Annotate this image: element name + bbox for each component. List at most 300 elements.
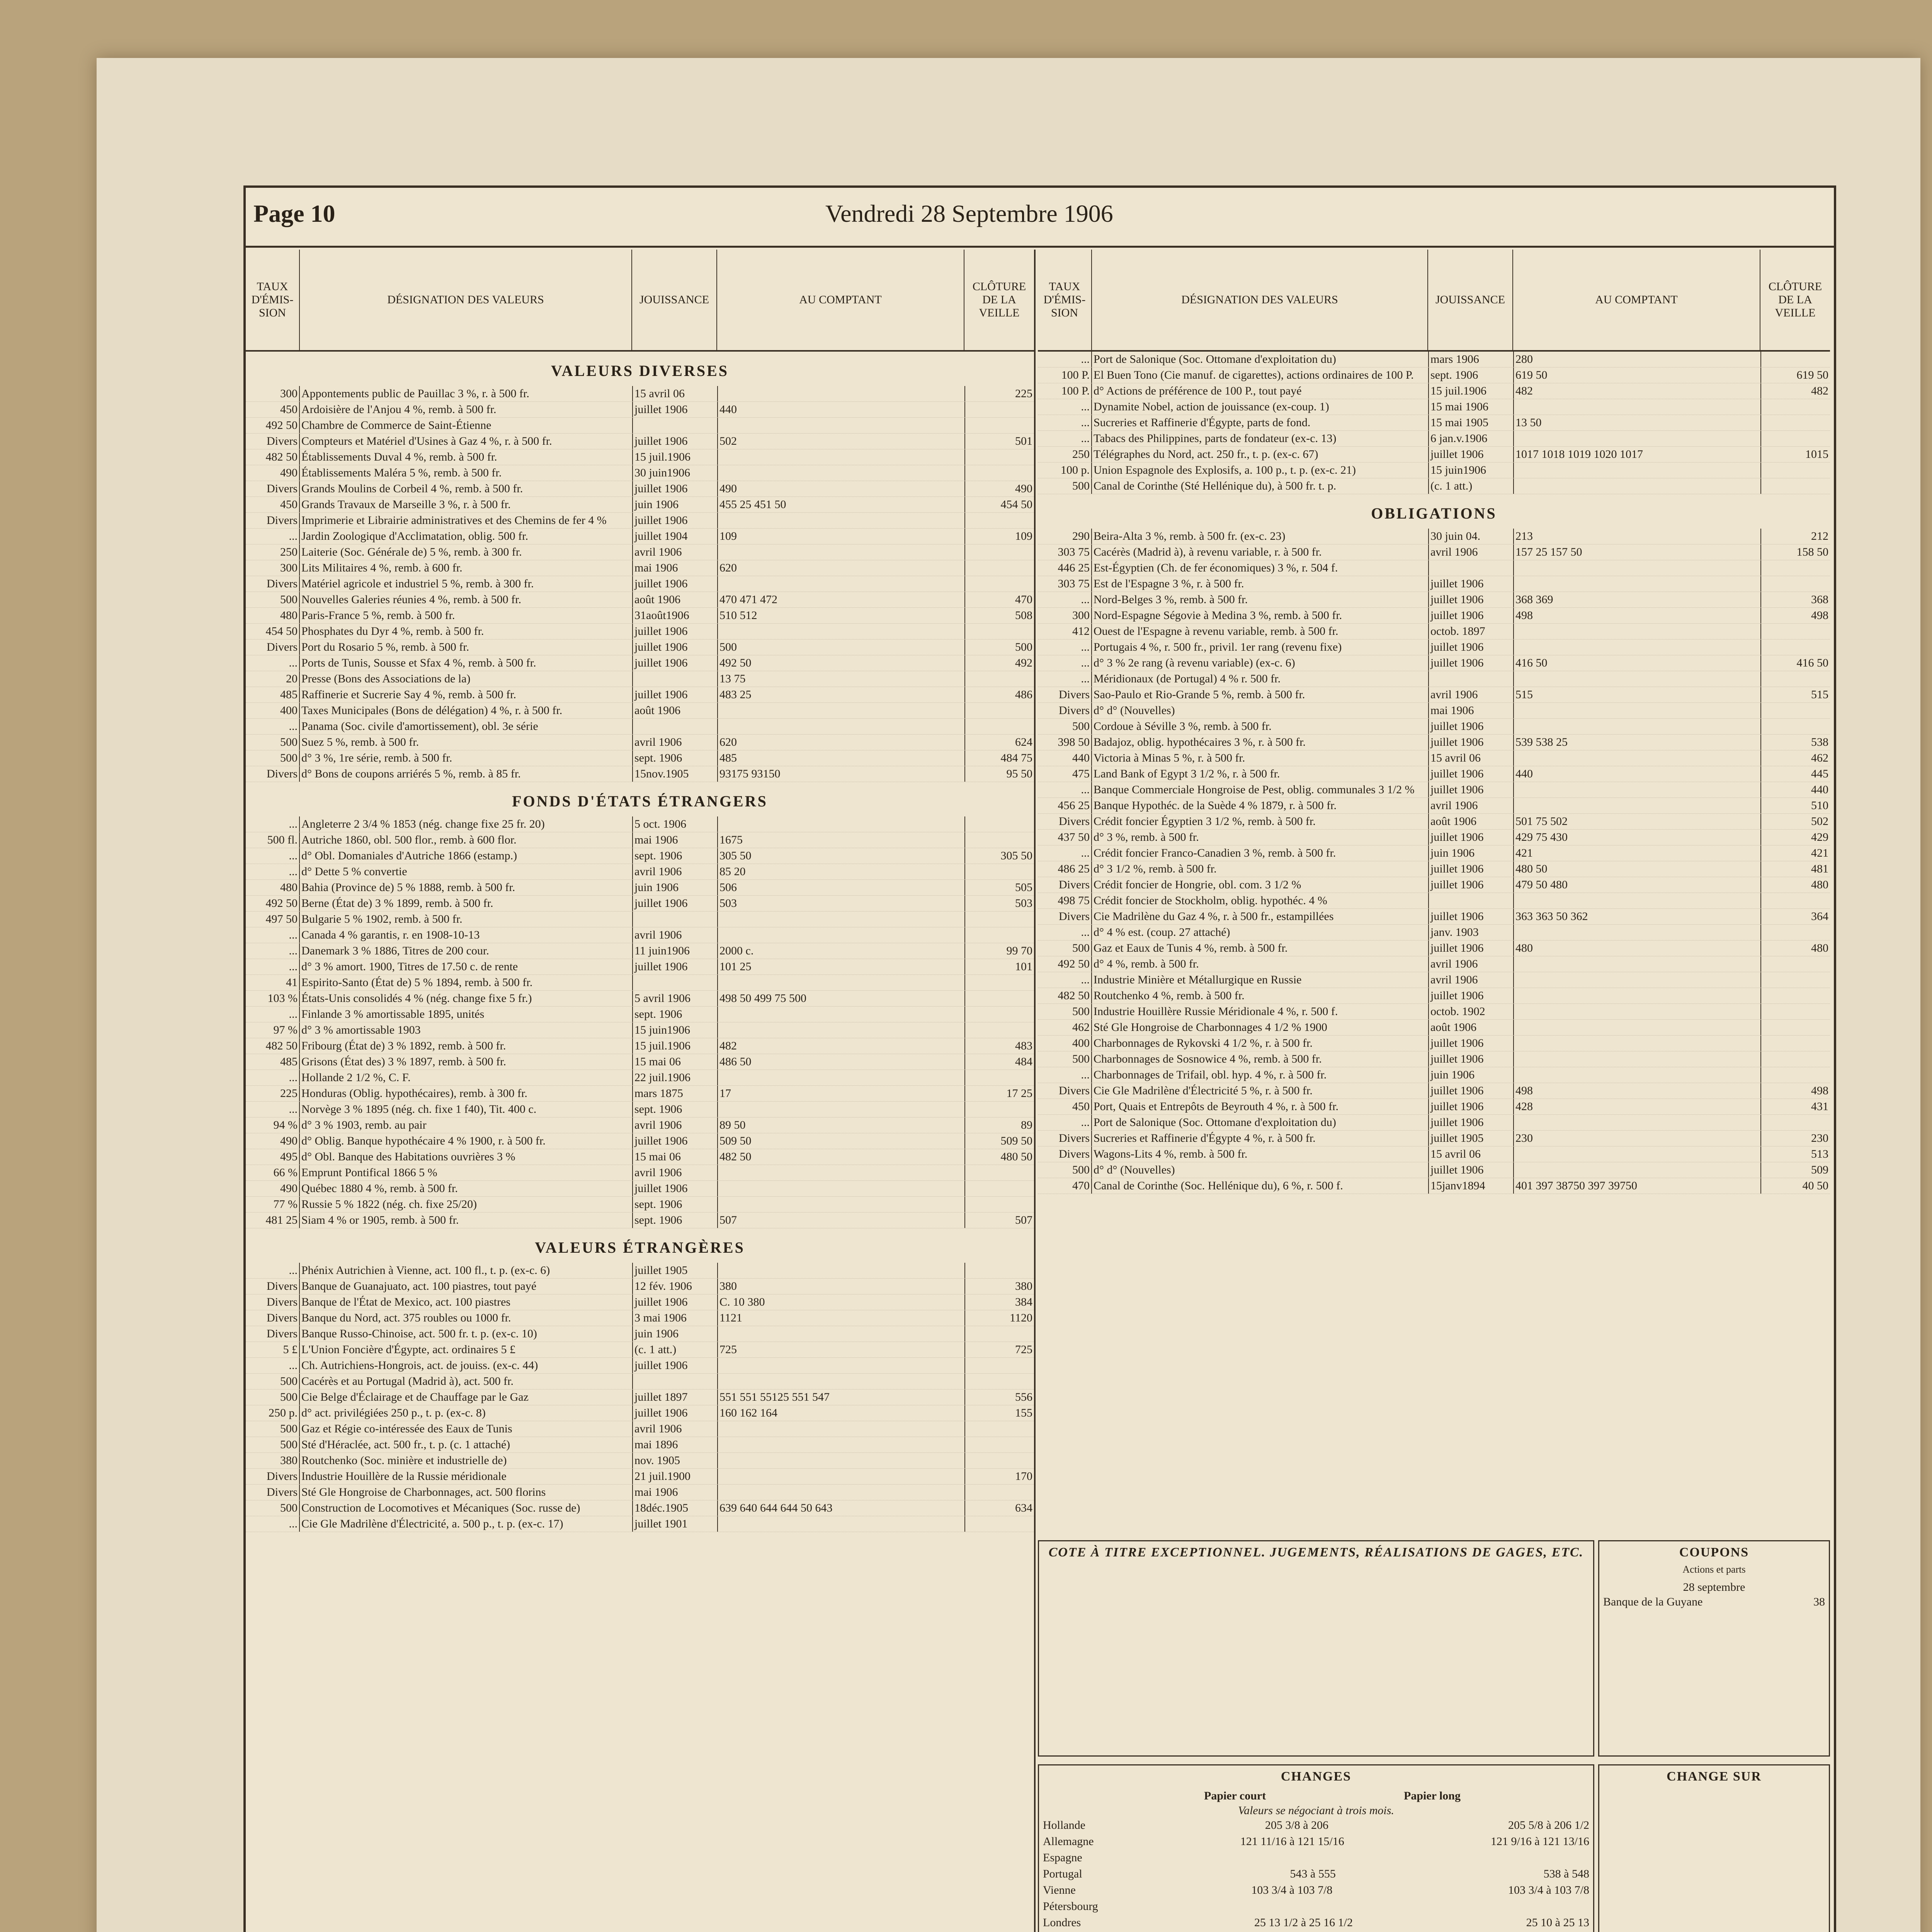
jouissance-date: juillet 1906 (1428, 877, 1513, 893)
cash-price (1513, 703, 1760, 718)
issue-rate: 440 (1038, 750, 1092, 766)
table-row (246, 1279, 1034, 1294)
security-name: Industrie Houillère de la Russie méridionale (301, 1470, 507, 1483)
issue-rate: ... (246, 1516, 300, 1532)
table-row (1038, 814, 1830, 830)
security-name: Crédit foncier de Stockholm, oblig. hypothéc. 4 % (1094, 894, 1327, 907)
security-name: Compteurs et Matériel d'Usines à Gaz 4 %, r. à 500 fr. (301, 435, 552, 447)
cash-price (1513, 624, 1760, 639)
previous-close (964, 544, 1034, 560)
security-name: Banque du Nord, act. 375 roubles ou 1000 fr. (301, 1311, 511, 1324)
issue-rate: 380 (246, 1453, 300, 1468)
security-name: Banque de Guanajuato, act. 100 piastres, tout payé (301, 1280, 537, 1293)
previous-close: 503 (964, 896, 1034, 911)
previous-close (964, 513, 1034, 528)
jouissance-date: juillet 1901 (632, 1516, 717, 1532)
previous-close (964, 624, 1034, 639)
jouissance-date: juillet 1906 (1428, 576, 1513, 592)
cash-price: 1675 (717, 832, 964, 848)
security-name: Badajoz, oblig. hypothécaires 3 %, r. à 500 fr. (1094, 736, 1306, 748)
issue-rate: ... (1038, 671, 1092, 687)
previous-close: 484 (964, 1054, 1034, 1070)
issue-rate: 490 (246, 1133, 300, 1149)
jouissance-date (632, 1374, 717, 1389)
issue-rate: ... (246, 1263, 300, 1278)
security-name: Finlande 3 % amortissable 1895, unités (301, 1008, 485, 1020)
jouissance-date: 15 mai 06 (632, 1149, 717, 1165)
table-row (1038, 383, 1830, 399)
table-row (246, 529, 1034, 544)
cash-price: C. 10 380 (717, 1294, 964, 1310)
table-row (246, 1342, 1034, 1358)
changes-title: CHANGES (1281, 1769, 1352, 1784)
cash-price (1513, 560, 1760, 576)
cash-price: 510 512 (717, 608, 964, 623)
security-name: d° 3 % 1903, remb. au pair (301, 1119, 427, 1131)
issue-rate: 103 % (246, 991, 300, 1006)
jouissance-date: juin 1906 (1428, 845, 1513, 861)
header-designation: DÉSIGNATION DES VALEURS (300, 250, 632, 350)
previous-close (964, 1197, 1034, 1212)
previous-close: 510 (1760, 798, 1830, 813)
previous-close: 513 (1760, 1146, 1830, 1162)
header-cloture-right: CLÔTURE DE LA VEILLE (1768, 280, 1822, 319)
previous-close (964, 402, 1034, 417)
security-name: Gaz et Régie co-intéressée des Eaux de Tunis (301, 1422, 512, 1435)
jouissance-date: juillet 1906 (632, 1133, 717, 1149)
jouissance-date: avril 1906 (1428, 972, 1513, 988)
issue-rate: 490 (246, 1181, 300, 1196)
previous-close: 380 (964, 1279, 1034, 1294)
security-name: Industrie Minière et Métallurgique en Russie (1094, 973, 1302, 986)
table-row (246, 608, 1034, 624)
table-row (246, 1453, 1034, 1469)
security-name: Port de Salonique (Soc. Ottomane d'exploitation du) (1094, 353, 1336, 366)
table-row (246, 1181, 1034, 1197)
cash-price: 479 50 480 (1513, 877, 1760, 893)
issue-rate: 450 (246, 402, 300, 417)
table-row (246, 624, 1034, 639)
jouissance-date: 5 avril 1906 (632, 991, 717, 1006)
jouissance-date: juillet 1906 (1428, 719, 1513, 734)
table-row (1038, 1020, 1830, 1036)
previous-close (964, 975, 1034, 990)
security-name: Port, Quais et Entrepôts de Beyrouth 4 %, r. à 500 fr. (1094, 1100, 1339, 1113)
issue-rate: Divers (1038, 703, 1092, 718)
cash-price: 509 50 (717, 1133, 964, 1149)
issue-rate: Divers (1038, 1146, 1092, 1162)
cash-price: 498 (1513, 608, 1760, 623)
previous-close (964, 1102, 1034, 1117)
issue-rate: 500 (246, 735, 300, 750)
issue-rate: 485 (246, 687, 300, 702)
jouissance-date: juillet 1897 (632, 1389, 717, 1405)
jouissance-date: juillet 1906 (632, 655, 717, 671)
security-name: Phénix Autrichien à Vienne, act. 100 fl., t. p. (ex-c. 6) (301, 1264, 550, 1277)
jouissance-date: juillet 1906 (1428, 447, 1513, 462)
issue-rate: 500 (246, 1389, 300, 1405)
cash-price (1513, 956, 1760, 972)
security-name: Port du Rosario 5 %, remb. à 500 fr. (301, 641, 469, 653)
table-row (1038, 415, 1830, 431)
cash-price (717, 1453, 964, 1468)
jouissance-date: janv. 1903 (1428, 925, 1513, 940)
table-row (1038, 399, 1830, 415)
jouissance-date: avril 1906 (632, 1421, 717, 1437)
previous-close: 170 (964, 1469, 1034, 1484)
issue-rate: ... (1038, 399, 1092, 415)
previous-close: 368 (1760, 592, 1830, 607)
jouissance-date: 15janv1894 (1428, 1178, 1513, 1194)
security-name: Cie Gle Madrilène d'Électricité, a. 500 p., t. p. (ex-c. 17) (301, 1517, 563, 1530)
security-name: d° 3 % 2e rang (à revenu variable) (ex-c. 6) (1094, 656, 1295, 669)
cash-price (717, 449, 964, 465)
issue-rate: Divers (246, 766, 300, 782)
jouissance-date: juillet 1906 (1428, 909, 1513, 924)
jouissance-date: octob. 1897 (1428, 624, 1513, 639)
previous-close (1760, 1115, 1830, 1130)
coupons-date: 28 septembre (1683, 1581, 1745, 1594)
previous-close (964, 465, 1034, 481)
cash-price: 89 50 (717, 1117, 964, 1133)
jouissance-date: 15 juin1906 (1428, 463, 1513, 478)
table-row (1038, 1178, 1830, 1194)
previous-close: 624 (964, 735, 1034, 750)
table-row (1038, 431, 1830, 447)
issue-rate: 490 (246, 465, 300, 481)
change-row-long: 25 10 à 25 13 (1526, 1916, 1589, 1929)
security-name: Honduras (Oblig. hypothécaires), remb. à 300 fr. (301, 1087, 527, 1100)
previous-close: 384 (964, 1294, 1034, 1310)
change-row-court: 103 3/4 à 103 7/8 (1251, 1884, 1333, 1896)
previous-close (1760, 956, 1830, 972)
issue-rate: ... (1038, 431, 1092, 446)
security-name: Canal de Corinthe (Soc. Hellénique du), 6 %, r. 500 f. (1094, 1179, 1343, 1192)
jouissance-date: 5 oct. 1906 (632, 816, 717, 832)
previous-close: 500 (964, 639, 1034, 655)
security-name: Matériel agricole et industriel 5 %, remb. à 300 fr. (301, 577, 534, 590)
jouissance-date: juillet 1906 (1428, 1083, 1513, 1099)
issue-rate: 100 p. (1038, 463, 1092, 478)
previous-close (964, 1421, 1034, 1437)
issue-rate: ... (1038, 415, 1092, 430)
table-row (246, 1038, 1034, 1054)
table-row (1038, 940, 1830, 956)
issue-rate: 290 (1038, 529, 1092, 544)
issue-rate: 5 £ (246, 1342, 300, 1357)
security-name: Sao-Paulo et Rio-Grande 5 %, remb. à 500 fr. (1094, 688, 1305, 701)
previous-close (964, 1022, 1034, 1038)
security-name: Construction de Locomotives et Mécaniques (Soc. russe de) (301, 1502, 580, 1514)
previous-close (964, 1485, 1034, 1500)
issue-rate: 450 (246, 497, 300, 512)
security-name: Cordoue à Séville 3 %, remb. à 500 fr. (1094, 720, 1272, 733)
previous-close: 480 (1760, 877, 1830, 893)
table-row (246, 465, 1034, 481)
cash-price: 2000 c. (717, 943, 964, 959)
issue-rate: Divers (246, 481, 300, 497)
cash-price (1513, 925, 1760, 940)
previous-close (964, 719, 1034, 734)
cash-price: 109 (717, 529, 964, 544)
table-row (246, 1054, 1034, 1070)
table-row (1038, 782, 1830, 798)
issue-rate: 500 (246, 1374, 300, 1389)
cash-price: 507 (717, 1213, 964, 1228)
security-name: Autriche 1860, obl. 500 flor., remb. à 600 flor. (301, 833, 517, 846)
coupons-box (1598, 1540, 1830, 1757)
cash-price: 482 (1513, 383, 1760, 399)
table-row (1038, 1083, 1830, 1099)
cash-price: 501 75 502 (1513, 814, 1760, 829)
cash-price: 498 50 499 75 500 (717, 991, 964, 1006)
jouissance-date: mai 1906 (1428, 703, 1513, 718)
previous-close (964, 816, 1034, 832)
previous-close: 17 25 (964, 1086, 1034, 1101)
previous-close (1760, 1051, 1830, 1067)
issue-rate: 398 50 (1038, 735, 1092, 750)
change-sur-box (1598, 1764, 1830, 1932)
jouissance-date: 3 mai 1906 (632, 1310, 717, 1326)
previous-close: 490 (964, 481, 1034, 497)
security-name: Charbonnages de Trifail, obl. hyp. 4 %, r. à 500 fr. (1094, 1068, 1327, 1081)
issue-rate: 500 (1038, 1162, 1092, 1178)
previous-close: 502 (1760, 814, 1830, 829)
security-name: Cacérès et au Portugal (Madrid à), act. 500 fr. (301, 1375, 514, 1388)
table-row (246, 943, 1034, 959)
change-row-place: Espagne (1043, 1851, 1082, 1864)
jouissance-date: 15 mai 1905 (1428, 415, 1513, 430)
previous-close: 445 (1760, 766, 1830, 782)
coupons-entry (1603, 1594, 1825, 1610)
cash-price (1513, 719, 1760, 734)
jouissance-date: mars 1906 (1428, 352, 1513, 367)
jouissance-date: avril 1906 (1428, 544, 1513, 560)
cote-exceptionnel-box (1038, 1540, 1594, 1757)
page-frame (243, 185, 1836, 1932)
jouissance-date: sept. 1906 (632, 750, 717, 766)
cash-price (717, 465, 964, 481)
cash-price (717, 719, 964, 734)
issue-rate: 500 (1038, 1051, 1092, 1067)
security-name: Cie Belge d'Éclairage et de Chauffage par le Gaz (301, 1391, 529, 1403)
previous-close (964, 1165, 1034, 1180)
security-name: Ouest de l'Espagne à revenu variable, remb. à 500 fr. (1094, 625, 1338, 638)
previous-close: 501 (964, 434, 1034, 449)
change-row-place: Pétersbourg (1043, 1900, 1098, 1913)
issue-rate: 446 25 (1038, 560, 1092, 576)
right-column-headers (1038, 250, 1830, 352)
table-row (1038, 655, 1830, 671)
cash-price: 490 (717, 481, 964, 497)
issue-rate: 485 (246, 1054, 300, 1070)
jouissance-date: juillet 1906 (1428, 782, 1513, 798)
jouissance-date: 31août1906 (632, 608, 717, 623)
security-name: Emprunt Pontifical 1866 5 % (301, 1166, 437, 1179)
issue-rate: 225 (246, 1086, 300, 1101)
table-row (246, 991, 1034, 1007)
change-row-court: 205 3/8 à 206 (1265, 1819, 1329, 1832)
security-name: d° Dette 5 % convertie (301, 865, 407, 878)
cash-price: 470 471 472 (717, 592, 964, 607)
security-name: Est-Égyptien (Ch. de fer économiques) 3 %, r. 504 f. (1094, 561, 1338, 574)
jouissance-date: juin 1906 (632, 880, 717, 895)
previous-close (1760, 893, 1830, 908)
cash-price (717, 1374, 964, 1389)
jouissance-date (1428, 893, 1513, 908)
issue-rate: 500 (1038, 478, 1092, 494)
issue-rate: 481 25 (246, 1213, 300, 1228)
security-name: Taxes Municipales (Bons de délégation) 4 %, r. à 500 fr. (301, 704, 563, 717)
security-name: Bulgarie 5 % 1902, remb. à 500 fr. (301, 913, 463, 925)
issue-rate: ... (1038, 925, 1092, 940)
previous-close: 364 (1760, 909, 1830, 924)
table-row (246, 671, 1034, 687)
issue-rate: 66 % (246, 1165, 300, 1180)
table-row (246, 864, 1034, 880)
cash-price: 160 162 164 (717, 1405, 964, 1421)
jouissance-date (1428, 560, 1513, 576)
security-name: d° Obl. Banque des Habitations ouvrières 3 % (301, 1150, 515, 1163)
change-row-long: 103 3/4 à 103 7/8 (1508, 1884, 1589, 1896)
table-row (246, 735, 1034, 750)
table-row (1038, 624, 1830, 639)
security-name: Fribourg (État de) 3 % 1892, remb. à 500 fr. (301, 1039, 506, 1052)
previous-close: 89 (964, 1117, 1034, 1133)
previous-close (1760, 1004, 1830, 1019)
issue-rate: ... (246, 1007, 300, 1022)
issue-rate: Divers (246, 576, 300, 592)
previous-close (964, 1437, 1034, 1452)
security-name: Cacérès (Madrid à), à revenu variable, r. à 500 fr. (1094, 546, 1322, 558)
security-name: Bahia (Province de) 5 % 1888, remb. à 500 fr. (301, 881, 515, 894)
table-row (246, 703, 1034, 719)
jouissance-date: août 1906 (1428, 814, 1513, 829)
previous-close: 158 50 (1760, 544, 1830, 560)
security-name: d° 3 1/2 %, remb. à 500 fr. (1094, 862, 1217, 875)
issue-rate: 500 fl. (246, 832, 300, 848)
table-row (246, 1310, 1034, 1326)
security-name: Paris-France 5 %, remb. à 500 fr. (301, 609, 455, 622)
issue-rate: 400 (246, 703, 300, 718)
changes-col-long: Papier long (1404, 1789, 1461, 1802)
security-name: Nouvelles Galeries réunies 4 %, remb. à 500 fr. (301, 593, 521, 606)
cash-price (717, 1165, 964, 1180)
issue-rate: Divers (246, 513, 300, 528)
issue-rate: 456 25 (1038, 798, 1092, 813)
cash-price: 480 50 (1513, 861, 1760, 877)
security-name: Suez 5 %, remb. à 500 fr. (301, 736, 419, 748)
previous-close (964, 1070, 1034, 1085)
table-row (1038, 1099, 1830, 1115)
previous-close (1760, 972, 1830, 988)
table-row (1038, 877, 1830, 893)
issue-rate: ... (246, 719, 300, 734)
jouissance-date: juillet 1905 (632, 1263, 717, 1278)
security-name: Presse (Bons des Associations de la) (301, 672, 471, 685)
cash-price: 17 (717, 1086, 964, 1101)
security-name: Raffinerie et Sucrerie Say 4 %, remb. à 500 fr. (301, 688, 516, 701)
coupons-entry-value: 38 (1813, 1595, 1825, 1608)
issue-rate: 100 P. (1038, 383, 1092, 399)
security-name: Russie 5 % 1822 (nég. ch. fixe 25/20) (301, 1198, 477, 1211)
previous-close: 1015 (1760, 447, 1830, 462)
table-row (246, 1213, 1034, 1228)
cash-price (717, 1070, 964, 1085)
changes-rows (1043, 1817, 1589, 1932)
previous-close: 509 (1760, 1162, 1830, 1178)
issue-rate: ... (246, 959, 300, 975)
cash-price: 482 50 (717, 1149, 964, 1165)
security-name: Industrie Houillère Russie Méridionale 4 %, r. 500 f. (1094, 1005, 1338, 1018)
issue-rate: 300 (246, 560, 300, 576)
left-column-headers (246, 250, 1034, 352)
cash-price: 492 50 (717, 655, 964, 671)
table-row (246, 513, 1034, 529)
jouissance-date: 30 juin 04. (1428, 529, 1513, 544)
header-au-comptant: AU COMPTANT (717, 250, 964, 350)
table-row (246, 1149, 1034, 1165)
table-row (1038, 639, 1830, 655)
jouissance-date: avril 1906 (632, 1165, 717, 1180)
change-row-place: Allemagne (1043, 1835, 1094, 1848)
cash-price (717, 544, 964, 560)
issue-rate: 300 (1038, 608, 1092, 623)
security-name: d° 3 %, remb. à 500 fr. (1094, 831, 1199, 844)
security-name: Nord-Espagne Ségovie à Medina 3 %, remb. à 500 fr. (1094, 609, 1342, 622)
issue-rate: 500 (246, 1500, 300, 1516)
previous-close (964, 927, 1034, 943)
issue-rate: 497 50 (246, 912, 300, 927)
cash-price: 401 397 38750 397 39750 (1513, 1178, 1760, 1194)
previous-close (964, 560, 1034, 576)
previous-close: 480 50 (964, 1149, 1034, 1165)
previous-close (1760, 1020, 1830, 1035)
cash-price (1513, 431, 1760, 446)
cash-price (1513, 1020, 1760, 1035)
security-name: Établissements Duval 4 %, remb. à 500 fr. (301, 451, 497, 463)
jouissance-date: juillet 1906 (1428, 655, 1513, 671)
previous-close: 515 (1760, 687, 1830, 702)
cash-price: 455 25 451 50 (717, 497, 964, 512)
issue-rate: 500 (1038, 719, 1092, 734)
security-name: Sucreries et Raffinerie d'Égypte, parts de fond. (1094, 416, 1311, 429)
security-name: Ports de Tunis, Sousse et Sfax 4 %, remb. à 500 fr. (301, 656, 536, 669)
jouissance-date: mars 1875 (632, 1086, 717, 1101)
table-row (246, 1389, 1034, 1405)
cash-price: 85 20 (717, 864, 964, 879)
table-row (246, 481, 1034, 497)
jouissance-date: avril 1906 (1428, 956, 1513, 972)
previous-close: 470 (964, 592, 1034, 607)
security-name: Crédit foncier de Hongrie, obl. com. 3 1/2 % (1094, 878, 1301, 891)
issue-rate: 492 50 (246, 896, 300, 911)
table-row (1038, 861, 1830, 877)
change-row-long: 205 5/8 à 206 1/2 (1508, 1819, 1589, 1832)
security-name: Lits Militaires 4 %, remb. à 600 fr. (301, 561, 463, 574)
previous-close (964, 832, 1034, 848)
coupons-subtitle: Actions et parts (1682, 1564, 1746, 1575)
table-row (246, 1421, 1034, 1437)
issue-rate: Divers (1038, 1083, 1092, 1099)
cash-price: 503 (717, 896, 964, 911)
issue-rate: Divers (246, 1485, 300, 1500)
table-row (246, 1117, 1034, 1133)
previous-close: 440 (1760, 782, 1830, 798)
issue-rate: 482 50 (246, 449, 300, 465)
issue-rate: ... (246, 655, 300, 671)
cash-price: 363 363 50 362 (1513, 909, 1760, 924)
